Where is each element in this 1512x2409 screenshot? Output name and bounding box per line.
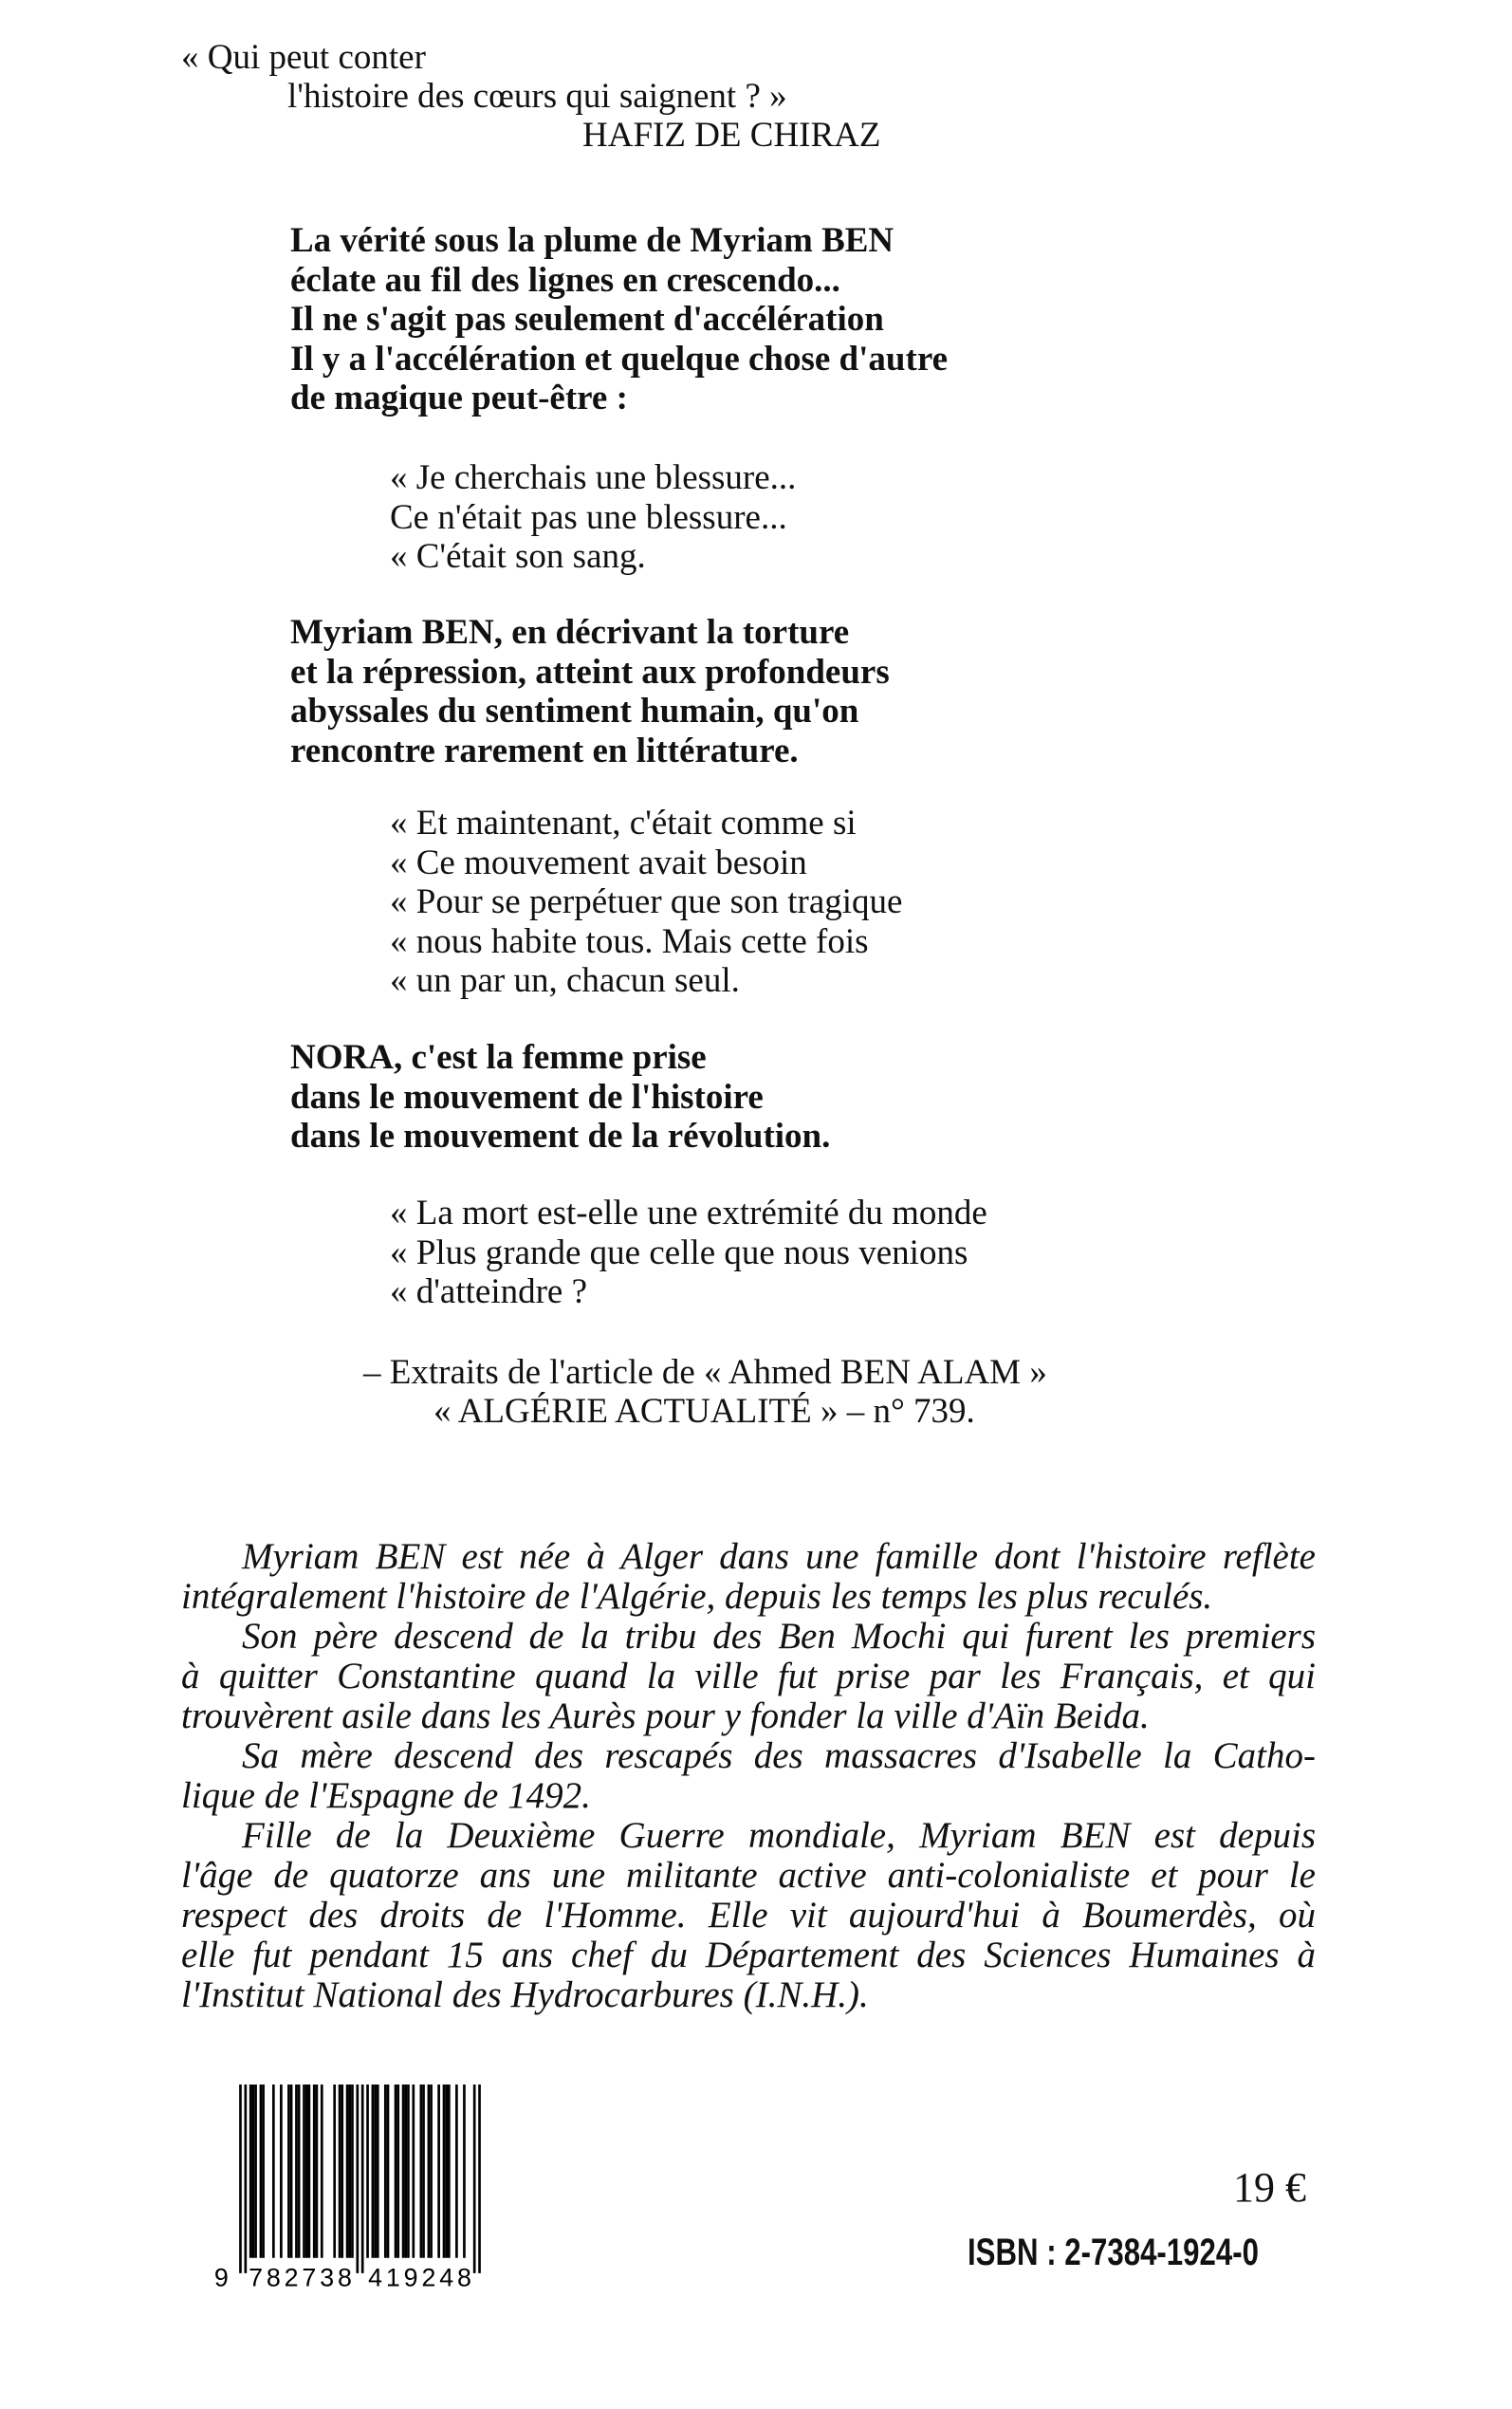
barcode-digit: 8 [337,2263,352,2292]
biography-line: Son père descend de la tribu des Ben Mochi qui furent les premiers [242,1616,1316,1657]
barcode-bar [387,2085,390,2258]
barcode-bar [333,2085,336,2258]
text-line: NORA, c'est la femme prise [290,1038,707,1077]
text-line: « d'atteindre ? [390,1272,588,1311]
biography-line: Sa mère descend des rescapés des massacres d'Isabelle la Catho- [242,1735,1316,1776]
barcode-bar [428,2085,431,2258]
epigraph-line-1: « Qui peut conter [181,38,426,77]
quoted-passage [390,804,902,1001]
source-line-2: « ALGÉRIE ACTUALITÉ » – n° 739. [433,1392,975,1431]
barcode-bar [402,2085,405,2258]
barcode-bar [455,2085,458,2258]
barcode-bar [260,2085,263,2258]
quoted-passage [390,1194,987,1312]
text-line: Ce n'était pas une blessure... [390,497,787,537]
barcode-digit: 4 [368,2263,383,2292]
bold-commentary [290,613,890,770]
text-line: « Je cherchais une blessure... [390,458,797,497]
barcode-bar [384,2085,387,2258]
text-line: « un par un, chacun seul. [390,961,740,1000]
biography-line: trouvèrent asile dans les Aurès pour y fonder la ville d'Aïn Beida. [181,1696,1150,1736]
text-line: dans le mouvement de la révolution. [290,1117,831,1156]
barcode-bar [252,2085,255,2258]
barcode-bar [305,2085,308,2258]
isbn: ISBN : 2-7384-1924-0 [968,2232,1259,2273]
text-line: de magique peut-être : [290,379,628,417]
barcode-bar [280,2085,283,2258]
barcode-bar [290,2085,293,2258]
barcode-digit: 9 [213,2263,229,2292]
barcode-bar [313,2085,316,2258]
barcode-bar [396,2085,399,2258]
barcode-bar [341,2085,343,2258]
biography-line: Myriam BEN est née à Alger dans une famille dont l'histoire reflète [242,1536,1316,1577]
barcode-bar [356,2085,359,2273]
text-line: « C'était son sang. [390,537,646,576]
source-line-1: – Extraits de l'article de « Ahmed BEN ALAM » [363,1353,1047,1392]
bold-commentary [290,1038,830,1157]
barcode-bar [272,2085,275,2258]
barcode [213,2085,504,2292]
biography-line: l'Institut National des Hydrocarbures (I.N.H.). [181,1974,869,2015]
bold-commentary [290,221,948,418]
barcode-bar [372,2085,375,2258]
biography-line: intégralement l'histoire de l'Algérie, depuis les temps les plus reculés. [181,1576,1213,1617]
barcode-bar [239,2085,242,2273]
barcode-bar [254,2085,257,2258]
barcode-bar [374,2085,377,2258]
barcode-bar [478,2085,481,2273]
barcode-digit: 8 [456,2263,471,2292]
epigraph-author: HAFIZ DE CHIRAZ [582,116,881,155]
barcode-bar [443,2085,446,2258]
barcode-bar [339,2085,341,2258]
barcode-bar [395,2085,397,2258]
barcode-digit: 7 [302,2263,317,2292]
text-line: dans le mouvement de l'histoire [290,1077,764,1117]
barcode-digit: 8 [266,2263,281,2292]
barcode-bar [351,2085,354,2258]
barcode-bar [303,2085,305,2258]
barcode-bar [361,2085,364,2273]
text-line: « La mort est-elle une extrémité du monde [390,1194,987,1232]
text-line: « Plus grande que celle que nous venions [390,1232,968,1272]
biography-line: lique de l'Espagne de 1492. [181,1775,591,1816]
barcode-bar [445,2085,448,2258]
epigraph-line-2: l'histoire des cœurs qui saignent ? » [287,77,787,116]
biography-line: respect des droits de l'Homme. Elle vit aujourd'hui à Boumerdès, où [181,1895,1316,1936]
barcode-digit: 2 [284,2263,299,2292]
barcode-bar [422,2085,425,2258]
barcode-bar [473,2085,476,2273]
barcode-bar [298,2085,301,2258]
barcode-bar [412,2085,415,2258]
barcode-bar [448,2085,451,2258]
barcode-bar [287,2085,290,2258]
biography-line: Fille de la Deuxième Guerre mondiale, Myriam BEN est depuis [242,1815,1316,1856]
barcode-digit: 1 [385,2263,400,2292]
barcode-bar [295,2085,298,2258]
barcode-bar [346,2085,349,2258]
barcode-digit: 7 [249,2263,264,2292]
biography-line: l'âge de quatorze ans une militante active anti-colonialiste et pour le [181,1855,1316,1896]
text-line: La vérité sous la plume de Myriam BEN [290,221,894,260]
barcode-bar [377,2085,379,2258]
barcode-bar [404,2085,407,2258]
price: 19 € [1233,2164,1306,2211]
text-line: « Et maintenant, c'était comme si [390,804,857,843]
biography-line: elle fut pendant 15 ans chef du Département des Sciences Humaines à [181,1935,1316,1975]
text-line: abyssales du sentiment humain, qu'on [290,692,859,731]
text-line: Il ne s'agit pas seulement d'accélération [290,300,884,339]
barcode-bar [348,2085,351,2258]
barcode-bar [407,2085,410,2258]
barcode-bar [262,2085,265,2258]
biography-line: à quitter Constantine quand la ville fut prise par les Français, et qui [181,1656,1316,1696]
barcode-bar [463,2085,466,2258]
barcode-digit: 3 [320,2263,335,2292]
barcode-digit: 9 [403,2263,418,2292]
barcode-bar [316,2085,319,2258]
author-biography [181,1537,1316,2015]
barcode-digit: 4 [439,2263,454,2292]
barcode-bar [430,2085,433,2258]
text-line: Il y a l'accélération et quelque chose d'autre [290,339,948,379]
barcode-bar [249,2085,252,2258]
text-line: « Pour se perpétuer que son tragique [390,882,903,921]
quoted-passage [390,458,796,577]
barcode-bar [420,2085,423,2258]
text-line: « nous habite tous. Mais cette fois [390,921,869,961]
text-line: et la répression, atteint aux profondeurs [290,652,890,692]
text-line: « Ce mouvement avait besoin [390,843,807,882]
barcode-bar [244,2085,247,2273]
barcode-bar [321,2085,323,2258]
text-line: éclate au fil des lignes en crescendo... [290,260,840,300]
text-line: rencontre rarement en littérature. [290,731,799,770]
text-line: Myriam BEN, en décrivant la torture [290,613,850,652]
barcode-bar [437,2085,440,2258]
barcode-bar [366,2085,369,2258]
barcode-digit: 2 [421,2263,436,2292]
barcode-bar [308,2085,311,2258]
